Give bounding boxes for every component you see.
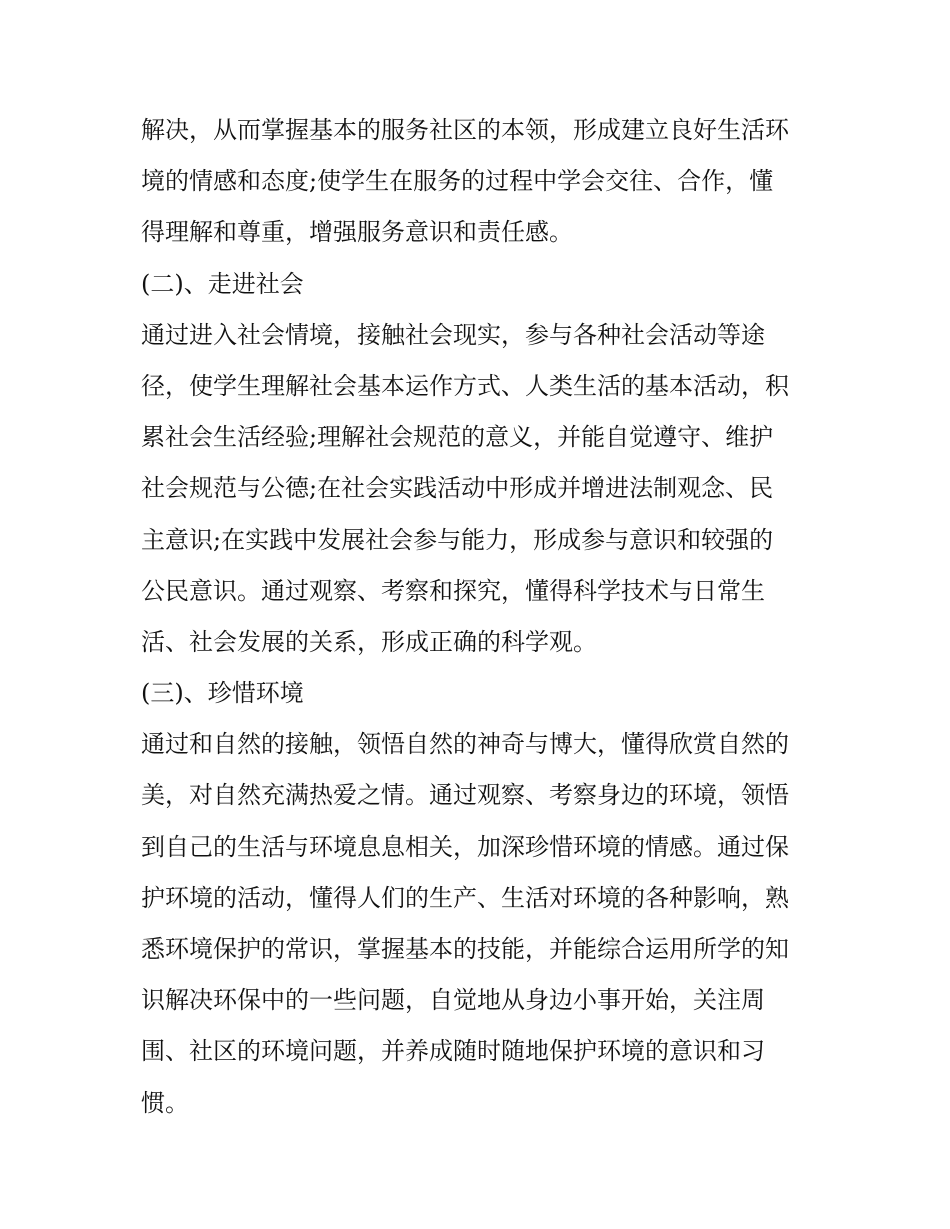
body-line: 惯。 [141, 1088, 189, 1117]
body-line: 悉环境保护的常识，掌握基本的技能，并能综合运用所学的知 [141, 935, 789, 963]
body-line: 通过进入社会情境，接触社会现实，参与各种社会活动等途 [141, 320, 765, 349]
section-heading: (二)、走进社会 [141, 269, 304, 298]
body-line: 解决，从而掌握基本的服务社区的本领，形成建立良好生活环 [141, 116, 789, 144]
body-line: 护环境的活动，懂得人们的生产、生活对环境的各种影响，熟 [141, 883, 789, 912]
body-line: 得理解和尊重，增强服务意识和责任感。 [141, 218, 573, 247]
body-line: 累社会生活经验;理解社会规范的意义，并能自觉遵守、维护 [141, 423, 774, 452]
body-line: 境的情感和态度;使学生在服务的过程中学会交往、合作，懂 [141, 167, 774, 196]
document-body [141, 105, 821, 1129]
body-line: 公民意识。通过观察、考察和探究，懂得科学技术与日常生 [141, 576, 765, 605]
body-line: 围、社区的环境问题，并养成随时随地保护环境的意识和习 [141, 1037, 765, 1066]
body-line: 识解决环保中的一些问题，自觉地从身边小事开始，关注周 [141, 986, 765, 1015]
body-line: 活、社会发展的关系，形成正确的科学观。 [141, 627, 597, 656]
body-line: 美，对自然充满热爱之情。通过观察、考察身边的环境，领悟 [141, 781, 789, 810]
body-line: 通过和自然的接触，领悟自然的神奇与博大，懂得欣赏自然的 [141, 730, 789, 759]
body-line: 径，使学生理解社会基本运作方式、人类生活的基本活动，积 [141, 371, 789, 400]
section-heading: (三)、珍惜环境 [141, 679, 304, 708]
body-line: 社会规范与公德;在社会实践活动中形成并增进法制观念、民 [141, 474, 774, 503]
body-line: 到自己的生活与环境息息相关，加深珍惜环境的情感。通过保 [141, 832, 789, 861]
body-line: 主意识;在实践中发展社会参与能力，形成参与意识和较强的 [141, 525, 774, 554]
